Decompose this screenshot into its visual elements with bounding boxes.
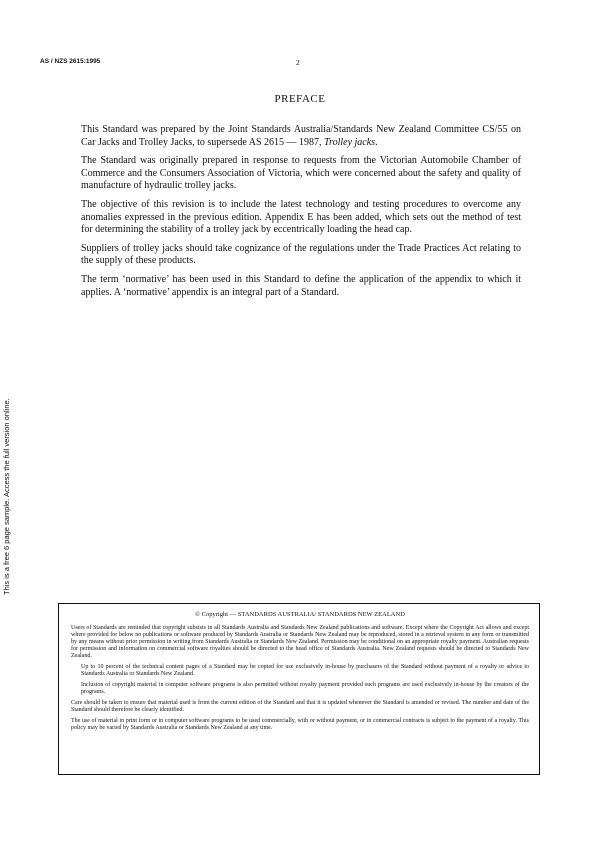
page-title: PREFACE xyxy=(274,93,326,105)
copyright-paragraph-5: The use of material in print form or in computer software programs to be used commercially, with or without payment, or in commercial contracts is subject to the payment of a royalty. This policy may be varied by Standards Australia or Standards New Zealand at any time. xyxy=(71,718,529,731)
paragraph-1-text: This Standard was prepared by the Joint Standards Australia/Standards New Zealand Committee CS/55 on Car Jacks and Trolley Jacks, to supersede AS 2615 — 1987, xyxy=(81,124,521,148)
sample-notice: This is a free 6 page sample. Access the full version online. xyxy=(2,398,11,595)
paragraph-1-italic-title: Trolley jacks xyxy=(324,136,376,148)
paragraph-2: The Standard was originally prepared in response to requests from the Victorian Automobile Chamber of Commerce and the Consumers Association of Victoria, which were concerned about the safety and quality of manufacture of hydraulic trolley jacks. xyxy=(81,155,521,192)
paragraph-4: Suppliers of trolley jacks should take cognizance of the regulations under the Trade Practices Act relating to the supply of these products. xyxy=(81,242,521,267)
page-number: 2 xyxy=(296,58,300,67)
copyright-notice-box xyxy=(58,603,540,775)
document-identifier: AS / NZS 2615:1995 xyxy=(40,58,101,65)
copyright-paragraph-4: Care should be taken to ensure that material used is from the current edition of the Standard and that it is updated whenever the Standard is amended or revised. The number and date of the Standard should therefore be clearly identified. xyxy=(71,700,529,713)
copyright-paragraph-1: Users of Standards are reminded that copyright subsists in all Standards Australia and Standards New Zealand publications and software. Except where the Copyright Act allows and except where provided for below no publications or software produced by Standards Australia or Standards New Zealand may be reproduced, stored in a retrieval system in any form or transmitted by any means without prior permission in writing from Standards Australia or Standards New Zealand. Permission may be conditional on an appropriate royalty payment. Australian requests for permission and information on commercial software royalties should be directed to the head office of Standards Australia. New Zealand requests should be directed to Standards New Zealand. xyxy=(71,625,529,659)
preface-body xyxy=(81,124,521,305)
paragraph-3: The objective of this revision is to include the latest technology and testing procedures to overcome any anomalies expressed in the previous edition. Appendix E has been added, which sets out the method of test for determining the stability of a trolley jack by eccentrically loading the head cap. xyxy=(81,198,521,236)
copyright-title: © Copyright — STANDARDS AUSTRALIA/ STANDARDS NEW ZEALAND xyxy=(195,611,405,618)
paragraph-5: The term ‘normative’ has been used in this Standard to define the application of the appendix to which it applies. A ‘normative’ appendix is an integral part of a Standard. xyxy=(81,273,521,298)
copyright-paragraph-3: Inclusion of copyright material in computer software programs is also permitted without royalty payment provided such programs are used exclusively in-house by the creators of the programs. xyxy=(81,682,529,695)
paragraph-1-end: . xyxy=(375,136,378,148)
copyright-paragraph-2: Up to 10 percent of the technical content pages of a Standard may be copied for use exclusively in-house by purchasers of the Standard without payment of a royalty or advice to Standards Australia or Standards New Zealand. xyxy=(81,664,529,677)
paragraph-1 xyxy=(81,124,521,149)
